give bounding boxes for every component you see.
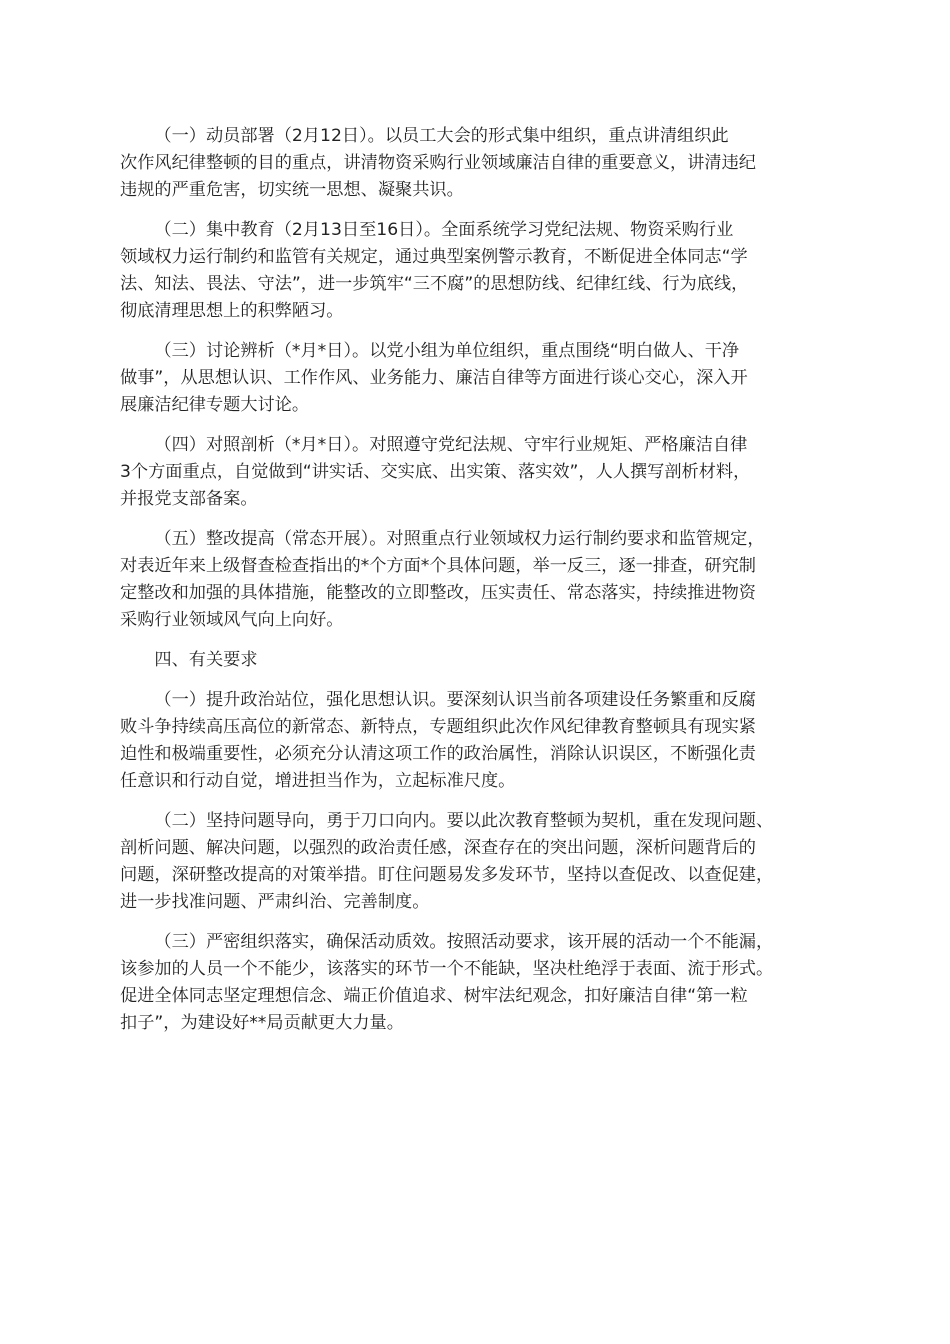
document-body	[120, 123, 840, 1050]
paragraph-education	[120, 217, 840, 325]
text-line: 对表近年来上级督查检查指出的*个方面*个具体问题，举一反三，逐一排查，研究制	[120, 556, 756, 576]
paragraph-implementation	[120, 929, 840, 1037]
text-line: 法、知法、畏法、守法”，进一步筑牢“三不腐”的思想防线、纪律红线、行为底线，	[120, 274, 749, 294]
text-line: 促进全体同志坚定理想信念、端正价值追求、树牢法纪观念，扣好廉洁自律“第一粒	[120, 986, 748, 1006]
text-line: （五）整改提高（常态开展）。对照重点行业领域权力运行制约要求和监管规定，	[154, 529, 765, 549]
text-line: 采购行业领域风气向上向好。	[120, 610, 344, 630]
text-line: 展廉洁纪律专题大讨论。	[120, 395, 310, 415]
text-line: 彻底清理思想上的积弊陋习。	[120, 301, 344, 321]
text-line: 任意识和行动自觉，增进担当作为，立起标准尺度。	[120, 771, 516, 791]
text-line: 迫性和极端重要性，必须充分认清这项工作的政治属性，消除认识误区，不断强化责	[120, 744, 756, 764]
text-line: （三）严密组织落实，确保活动质效。按照活动要求，该开展的活动一个不能漏，	[154, 932, 774, 952]
text-line: 领域权力运行制约和监管有关规定，通过典型案例警示教育，不断促进全体同志“学	[120, 247, 748, 267]
paragraph-problem-oriented	[120, 808, 840, 916]
section-heading-requirements	[120, 647, 840, 674]
text-line: 并报党支部备案。	[120, 489, 258, 509]
text-line: 做事”，从思想认识、工作作风、业务能力、廉洁自律等方面进行谈心交心，深入开	[120, 368, 748, 388]
text-line: （一）提升政治站位，强化思想认识。要深刻认识当前各项建设任务繁重和反腐	[154, 690, 756, 710]
paragraph-analysis	[120, 432, 840, 513]
text-line: 扣子”，为建设好**局贡献更大力量。	[120, 1013, 404, 1033]
paragraph-mobilization	[120, 123, 840, 204]
text-line: 进一步找准问题、严肃纠治、完善制度。	[120, 892, 430, 912]
text-line: （一）动员部署（2月12日）。以员工大会的形式集中组织，重点讲清组织此	[154, 126, 729, 146]
text-line: 剖析问题、解决问题，以强烈的政治责任感，深查存在的突出问题，深析问题背后的	[120, 838, 756, 858]
text-line: 该参加的人员一个不能少，该落实的环节一个不能缺，坚决杜绝浮于表面、流于形式。	[120, 959, 774, 979]
text-line: （三）讨论辨析（*月*日）。以党小组为单位组织，重点围绕“明白做人、干净	[154, 341, 740, 361]
text-line: （四）对照剖析（*月*日）。对照遵守党纪法规、守牢行业规矩、严格廉洁自律	[154, 435, 748, 455]
paragraph-rectification	[120, 526, 840, 634]
text-line: （二）坚持问题导向，勇于刀口向内。要以此次教育整顿为契机，重在发现问题、	[154, 811, 774, 831]
section-heading-text: 四、有关要求	[154, 650, 258, 670]
text-line: （二）集中教育（2月13日至16日）。全面系统学习党纪法规、物资采购行业	[154, 220, 734, 240]
text-line: 定整改和加强的具体措施，能整改的立即整改，压实责任、常态落实，持续推进物资	[120, 583, 756, 603]
text-line: 次作风纪律整顿的目的重点，讲清物资采购行业领域廉洁自律的重要意义，讲清违纪	[120, 153, 756, 173]
text-line: 3个方面重点，自觉做到“讲实话、交实底、出实策、落实效”，人人撰写剖析材料，	[120, 462, 751, 482]
paragraph-political-stance	[120, 687, 840, 795]
text-line: 败斗争持续高压高位的新常态、新特点，专题组织此次作风纪律教育整顿具有现实紧	[120, 717, 756, 737]
text-line: 问题，深研整改提高的对策举措。盯住问题易发多发环节，坚持以查促改、以查促建，	[120, 865, 774, 885]
text-line: 违规的严重危害，切实统一思想、凝聚共识。	[120, 180, 464, 200]
paragraph-discussion	[120, 338, 840, 419]
